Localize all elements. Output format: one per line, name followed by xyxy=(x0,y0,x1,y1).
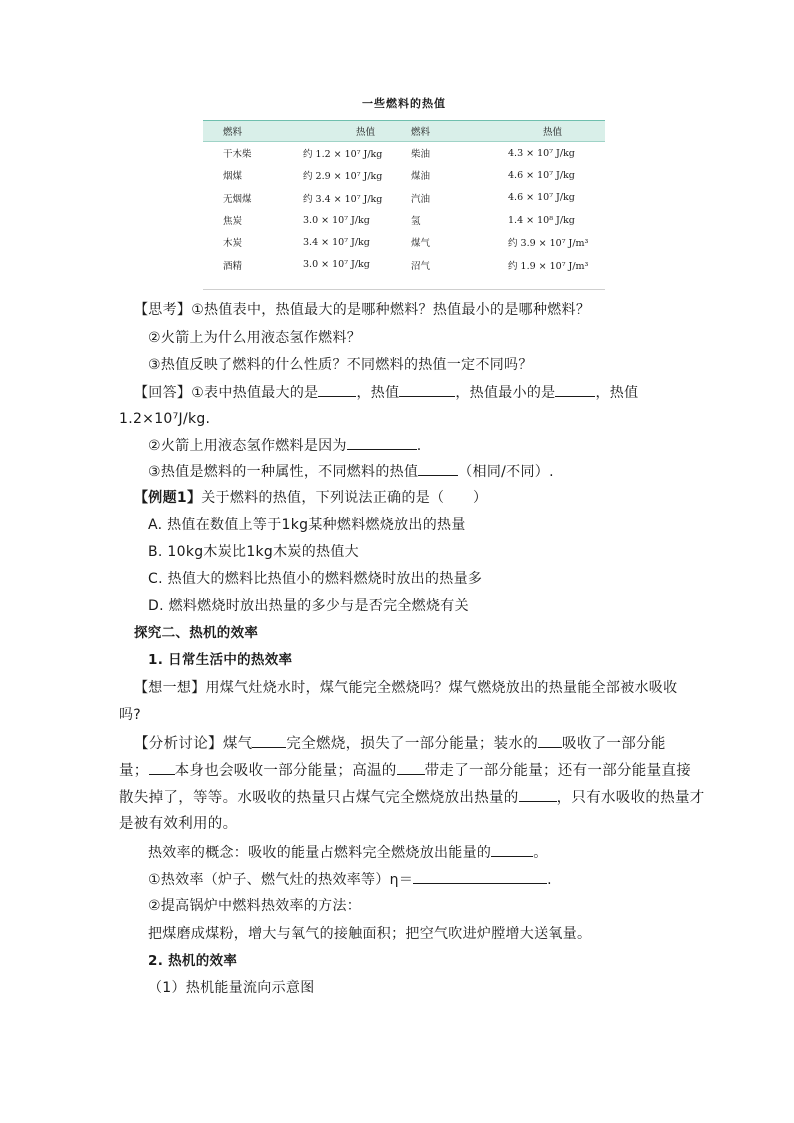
answer-a2-text: ②火箭上用液态氢作燃料是因为 xyxy=(148,438,347,454)
concept-blank[interactable] xyxy=(491,842,533,857)
table-cell: 煤气 xyxy=(411,238,431,250)
concept-end: 。 xyxy=(533,845,548,861)
option-c: C. 热值大的燃料比热值小的燃料燃烧时放出的热量多 xyxy=(148,571,483,587)
table-cell: 3.4 × 10⁷ J/kg xyxy=(303,236,370,248)
efficiency-formula xyxy=(148,869,552,890)
diagram-caption: （1）热机能量流向示意图 xyxy=(148,980,315,996)
answer-a3-text: ③热值是燃料的一种属性，不同燃料的热值 xyxy=(148,464,419,480)
table-row xyxy=(203,209,605,231)
section-title: 探究二、热机的效率 xyxy=(134,625,259,641)
answer-a1-part1: ①表中热值最大的是 xyxy=(191,385,319,401)
table-cell: 约 2.9 × 10⁷ J/kg xyxy=(303,171,383,183)
answer-a3-end: （相同/不同）. xyxy=(458,464,554,480)
header-fuel-1: 燃料 xyxy=(223,127,243,138)
discussion-text: 量； xyxy=(119,763,149,779)
answer-a1-cont: 1.2×10⁷J/kg. xyxy=(119,411,211,427)
table-cell: 约 3.9 × 10⁷ J/m³ xyxy=(508,238,589,250)
discussion-text: ，只有水吸收的热量才 xyxy=(556,790,705,806)
table-cell: 干木柴 xyxy=(223,149,252,161)
discussion-blank[interactable] xyxy=(519,787,557,802)
table-cell: 沼气 xyxy=(411,260,431,272)
table-header-row xyxy=(203,120,605,142)
table-cell: 4.6 × 10⁷ J/kg xyxy=(508,169,575,181)
answer-blank[interactable] xyxy=(555,382,595,397)
option-d: D. 燃料燃烧时放出热量的多少与是否完全燃烧有关 xyxy=(148,598,469,614)
method-text: 把煤磨成煤粉，增大与氧气的接触面积；把空气吹进炉膛增大送氧量。 xyxy=(148,926,592,942)
example-stem-text: 关于燃料的热值，下列说法正确的是（ ） xyxy=(201,490,488,506)
header-value-2: 热值 xyxy=(543,127,563,138)
example-tag: 【例题1】 xyxy=(134,490,202,506)
example-stem xyxy=(134,488,487,508)
discussion-line2 xyxy=(119,760,691,781)
table-cell: 约 1.2 × 10⁷ J/kg xyxy=(303,149,383,161)
think-q1-text: ①热值表中，热值最大的是哪种燃料？热值最小的是哪种燃料？ xyxy=(191,302,591,318)
discussion-line3 xyxy=(119,787,705,808)
table-row xyxy=(203,187,605,209)
answer-a1 xyxy=(134,382,638,403)
think-q3: ③热值反映了燃料的什么性质？不同燃料的热值一定不同吗？ xyxy=(148,357,533,373)
method-title: ②提高锅炉中燃料热效率的方法： xyxy=(148,898,362,914)
table-row xyxy=(203,142,605,164)
table-cell: 3.0 × 10⁷ J/kg xyxy=(303,259,370,271)
answer-blank[interactable] xyxy=(318,382,356,397)
table-cell: 汽油 xyxy=(411,193,431,205)
formula-text: ①热效率（炉子、燃气灶的热效率等）η＝ xyxy=(148,872,414,888)
table-row xyxy=(203,164,605,186)
answer-a1-part2: ，热值 xyxy=(356,385,400,401)
table-cell: 烟煤 xyxy=(223,171,243,183)
discussion-tag: 【分析讨论】 xyxy=(134,736,223,752)
discussion-blank[interactable] xyxy=(252,733,286,748)
table-cell: 1.4 × 10⁸ J/kg xyxy=(508,214,575,226)
discussion-blank[interactable] xyxy=(538,733,562,748)
answer-a2-end: . xyxy=(416,438,422,454)
concept-text: 热效率的概念：吸收的能量占燃料完全燃烧放出能量的 xyxy=(148,845,492,861)
think2-tag: 【想一想】 xyxy=(134,680,206,696)
discussion-text: 带走了一部分能量；还有一部分能量直接 xyxy=(424,763,692,779)
answer-a1-part3: ，热值最小的是 xyxy=(455,385,556,401)
table-row xyxy=(203,231,605,253)
table-cell: 4.6 × 10⁷ J/kg xyxy=(508,192,575,204)
answer-a1-part4: ，热值 xyxy=(595,385,639,401)
table-cell: 约 1.9 × 10⁷ J/m³ xyxy=(508,260,589,272)
table-cell: 柴油 xyxy=(411,149,431,161)
answer-blank[interactable] xyxy=(399,382,455,397)
header-fuel-2: 燃料 xyxy=(411,127,431,138)
think-q2: ②火箭上为什么用液态氢作燃料？ xyxy=(148,330,362,346)
header-value-1: 热值 xyxy=(356,127,376,138)
think-q1 xyxy=(134,300,590,320)
discussion-text: 完全燃烧，损失了一部分能量；装水的 xyxy=(286,736,539,752)
table-title: 一些燃料的热值 xyxy=(362,97,446,110)
discussion-text: 煤气 xyxy=(222,736,253,752)
table-cell: 4.3 × 10⁷ J/kg xyxy=(508,147,575,159)
answer-blank[interactable] xyxy=(418,461,458,476)
discussion-blank[interactable] xyxy=(397,760,425,775)
table-cell: 焦炭 xyxy=(223,216,243,228)
discussion-text: 本身也会吸收一部分能量；高温的 xyxy=(174,763,397,779)
option-a: A. 热值在数值上等于1kg某种燃料燃烧放出的热量 xyxy=(148,517,466,533)
think-tag: 【思考】 xyxy=(134,302,192,318)
fuel-heat-value-table xyxy=(203,120,605,276)
answer-a2 xyxy=(148,435,422,456)
discussion-blank[interactable] xyxy=(149,760,175,775)
table-row xyxy=(203,253,605,275)
discussion-text: 散失掉了，等等。水吸收的热量只占煤气完全燃烧放出热量的 xyxy=(119,790,519,806)
answer-blank[interactable] xyxy=(347,435,417,450)
answer-a3 xyxy=(148,461,554,482)
discussion-line1 xyxy=(134,733,666,754)
efficiency-concept xyxy=(148,842,548,863)
table-cell: 约 3.4 × 10⁷ J/kg xyxy=(303,193,383,205)
think2-text: 用煤气灶烧水时，煤气能完全燃烧吗？煤气燃烧放出的热量能全部被水吸收 xyxy=(205,680,678,696)
table-cell: 3.0 × 10⁷ J/kg xyxy=(303,214,370,226)
table-cell: 酒精 xyxy=(223,260,243,272)
think2 xyxy=(134,678,677,698)
subsection-2: 2. 热机的效率 xyxy=(148,953,238,969)
table-cell: 氢 xyxy=(411,216,421,228)
option-b: B. 10kg木炭比1kg木炭的热值大 xyxy=(148,544,359,560)
discussion-line4: 是被有效利用的。 xyxy=(119,816,238,832)
think2-end: 吗? xyxy=(119,707,142,723)
table-bottom-rule xyxy=(203,289,605,290)
subsection-1: 1. 日常生活中的热效率 xyxy=(148,652,293,668)
table-cell: 无烟煤 xyxy=(223,193,252,205)
answer-tag: 【回答】 xyxy=(134,385,192,401)
discussion-text: 吸收了一部分能 xyxy=(562,736,666,752)
table-cell: 煤油 xyxy=(411,171,431,183)
table-cell: 木炭 xyxy=(223,238,243,250)
formula-blank[interactable] xyxy=(413,869,547,884)
formula-end: . xyxy=(547,872,552,888)
